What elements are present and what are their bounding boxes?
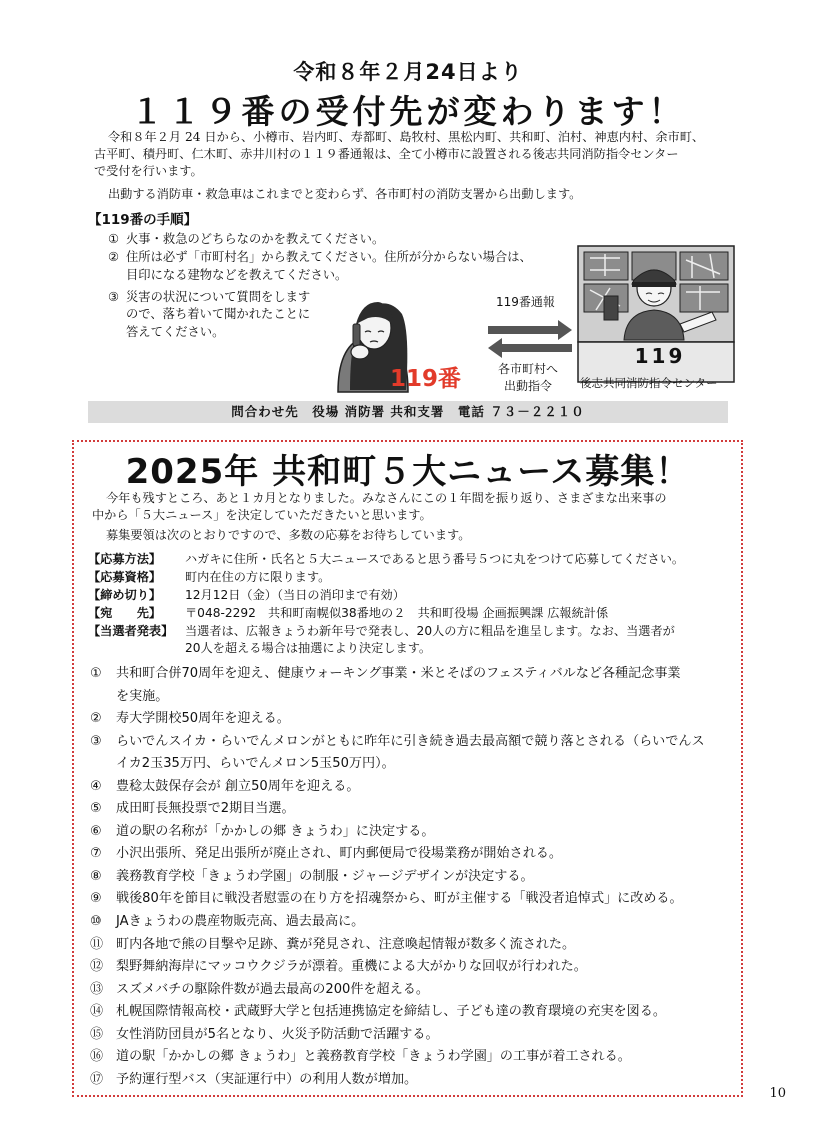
procedure-number: ③ — [108, 290, 120, 304]
news-text: JAきょうわの農産物販売高、過去最高に。 — [116, 914, 365, 929]
dispatch-label — [498, 361, 558, 395]
notice-paragraph-line: 出動する消防車・救急車はこれまでと変わらず、各市町村の消防支署から出動します。 — [108, 187, 582, 201]
procedure-text: 火事・救急のどちらなのかを教えてください。 — [126, 232, 385, 246]
news-number: ① — [90, 666, 102, 681]
news-item — [90, 888, 683, 911]
contact-bar: 問合わせ先 役場 消防署 共和支署 電話 ７３－２２１０ — [88, 401, 728, 423]
info-label: 【応募方法】 — [88, 552, 162, 566]
procedure-text: 目印になる建物などを教えてください。 — [126, 268, 348, 282]
news-text: 戦後80年を節目に戦没者慰霊の在り方を招魂祭から、町が主催する「戦没者追悼式」に改める。 — [116, 891, 683, 906]
news-text: スズメバチの駆除件数が過去最高の200件を超える。 — [116, 982, 429, 997]
news-text: 予約運行型バス（実証運行中）の利用人数が増加。 — [116, 1072, 418, 1087]
info-value: ハガキに住所・氏名と５大ニュースであると思う番号５つに丸をつけて応募してください。 — [185, 552, 685, 566]
news-number: ⑤ — [90, 801, 102, 816]
procedure-number: ① — [108, 232, 120, 246]
news-text: 町内各地で熊の目撃や足跡、糞が発見され、注意喚起情報が数多く流された。 — [116, 937, 576, 952]
info-row — [88, 569, 330, 586]
call-label: 119番通報 — [496, 295, 555, 309]
news-number: ④ — [90, 779, 102, 794]
notice-paragraph-line: 古平町、積丹町、仁木町、赤井川村の１１９番通報は、全て小樽市に設置される後志共同消防指令センター — [94, 147, 679, 161]
info-value: 20人を超える場合は抽選により決定します。 — [185, 641, 432, 655]
procedure-heading: 【119番の手順】 — [88, 212, 198, 228]
dispatch-label-line: 出動指令 — [504, 379, 553, 393]
news-text: 梨野舞納海岸にマッコウクジラが漂着。重機による大がかりな回収が行われた。 — [116, 959, 587, 974]
news-item — [90, 821, 434, 844]
news-text: 札幌国際情報高校・武蔵野大学と包括連携協定を締結し、子ども達の教育環境の充実を図る。 — [116, 1004, 666, 1019]
info-label: 【当選者発表】 — [88, 624, 174, 638]
news-item — [90, 956, 587, 979]
news-item — [90, 776, 359, 799]
news-item — [90, 1024, 439, 1047]
news-item — [90, 1069, 417, 1092]
news-text: を実施。 — [116, 689, 169, 704]
notice-paragraph-line: 令和８年２月 24 日から、小樽市、岩内町、寿都町、島牧村、黒松内町、共和町、泊村、神恵内村、余市町、 — [108, 130, 705, 144]
news-number: ⑧ — [90, 869, 102, 884]
news-item — [90, 686, 168, 709]
news-item — [90, 663, 681, 686]
page-number: 10 — [769, 1086, 786, 1101]
news-item — [90, 1001, 666, 1024]
news-item — [90, 911, 364, 934]
news-text: 共和町合併70周年を迎え、健康ウォーキング事業・米とそばのフェスティバルなど各種記念事業 — [116, 666, 681, 681]
info-value: 〒048-2292 共和町南幌似38番地の２ 共和町役場 企画振興課 広報統計係 — [185, 606, 609, 620]
news-number: ⑭ — [90, 1004, 104, 1019]
news-intro-line: 今年も残すところ、あと１カ月となりました。みなさんにこの１年間を振り返り、さまざまな出来事の — [106, 491, 667, 505]
news-section-title: 2025年 共和町５大ニュース募集！ — [125, 452, 691, 492]
procedure-line — [108, 306, 310, 323]
news-item — [90, 979, 429, 1002]
news-item — [90, 798, 295, 821]
arrow-left-icon — [488, 338, 572, 358]
procedure-line — [108, 267, 347, 284]
news-text: 道の駅「かかしの郷 きょうわ」と義務教育学校「きょうわ学園」の工事が着工される。 — [116, 1049, 631, 1064]
news-text: イカ2玉35万円、らいでんメロン5玉50万円）。 — [116, 756, 395, 771]
procedure-text: 住所は必ず「市町村名」から教えてください。住所が分からない場合は、 — [126, 250, 532, 264]
info-label: 【締め切り】 — [88, 588, 162, 602]
info-row — [88, 605, 608, 622]
info-label: 【応募資格】 — [88, 570, 162, 584]
info-row — [88, 623, 675, 640]
procedure-line — [108, 324, 224, 341]
news-text: 義務教育学校「きょうわ学園」の制服・ジャージデザインが決定する。 — [116, 869, 534, 884]
info-label: 【宛 先】 — [88, 606, 162, 620]
news-text: 成田町長無投票で2期目当選。 — [116, 801, 295, 816]
arrow-right-icon — [488, 320, 572, 340]
news-item — [90, 843, 562, 866]
procedure-text: ので、落ち着いて聞かれたことに — [126, 307, 311, 321]
notice-subtitle: 令和８年２月24日より — [293, 60, 523, 84]
news-number: ⑰ — [90, 1072, 104, 1087]
news-item — [90, 1046, 631, 1069]
news-number: ⑮ — [90, 1027, 104, 1042]
info-row — [88, 640, 431, 657]
news-item — [90, 934, 575, 957]
notice-paragraph-line: で受付を行います。 — [94, 164, 203, 178]
news-intro-line: 中から「５大ニュース」を決定していただきたいと思います。 — [92, 508, 432, 522]
info-row — [88, 551, 684, 568]
news-number: ② — [90, 711, 102, 726]
news-text: 寿大学開校50周年を迎える。 — [116, 711, 290, 726]
news-item — [90, 753, 395, 776]
news-number: ⑪ — [90, 937, 104, 952]
news-text: 道の駅の名称が「かかしの郷 きょうわ」に決定する。 — [116, 824, 435, 839]
center-label: 後志共同消防指令センター — [580, 376, 718, 390]
info-value: 当選者は、広報きょうわ新年号で発表し、20人の方に粗品を進呈します。なお、当選者が — [185, 624, 675, 638]
news-number: ⑥ — [90, 824, 102, 839]
news-intro-line: 募集要領は次のとおりですので、多数の応募をお待ちしています。 — [106, 528, 471, 542]
info-value: 町内在住の方に限ります。 — [185, 570, 331, 584]
caller-number: 119番 — [390, 366, 462, 392]
info-value: 12月12日（金）（当日の消印まで有効） — [185, 588, 405, 602]
news-number: ⑦ — [90, 846, 102, 861]
news-text: 女性消防団員が5名となり、火災予防活動で活躍する。 — [116, 1027, 439, 1042]
news-text: 豊稔太鼓保存会が 創立50周年を迎える。 — [116, 779, 360, 794]
news-number: ⑬ — [90, 982, 104, 997]
news-number: ⑩ — [90, 914, 102, 929]
news-number: ⑯ — [90, 1049, 104, 1064]
news-item — [90, 866, 534, 889]
news-text: らいでんスイカ・らいでんメロンがともに昨年に引き続き過去最高額で競り落とされる（らいでんス — [116, 734, 705, 749]
news-text: 小沢出張所、発足出張所が廃止され、町内郵便局で役場業務が開始される。 — [116, 846, 562, 861]
news-number: ⑫ — [90, 959, 104, 974]
news-number: ③ — [90, 734, 102, 749]
procedure-line — [108, 289, 310, 306]
desk-number: 119 — [634, 344, 686, 368]
news-number: ⑨ — [90, 891, 102, 906]
procedure-text: 災害の状況について質問をします — [126, 290, 311, 304]
procedure-number: ② — [108, 250, 120, 264]
notice-title: １１９番の受付先が変わります！ — [130, 92, 686, 131]
news-item — [90, 731, 705, 754]
dispatch-label-line: 各市町村へ — [498, 362, 559, 376]
news-item — [90, 708, 290, 731]
info-row — [88, 587, 405, 604]
procedure-text: 答えてください。 — [126, 325, 225, 339]
